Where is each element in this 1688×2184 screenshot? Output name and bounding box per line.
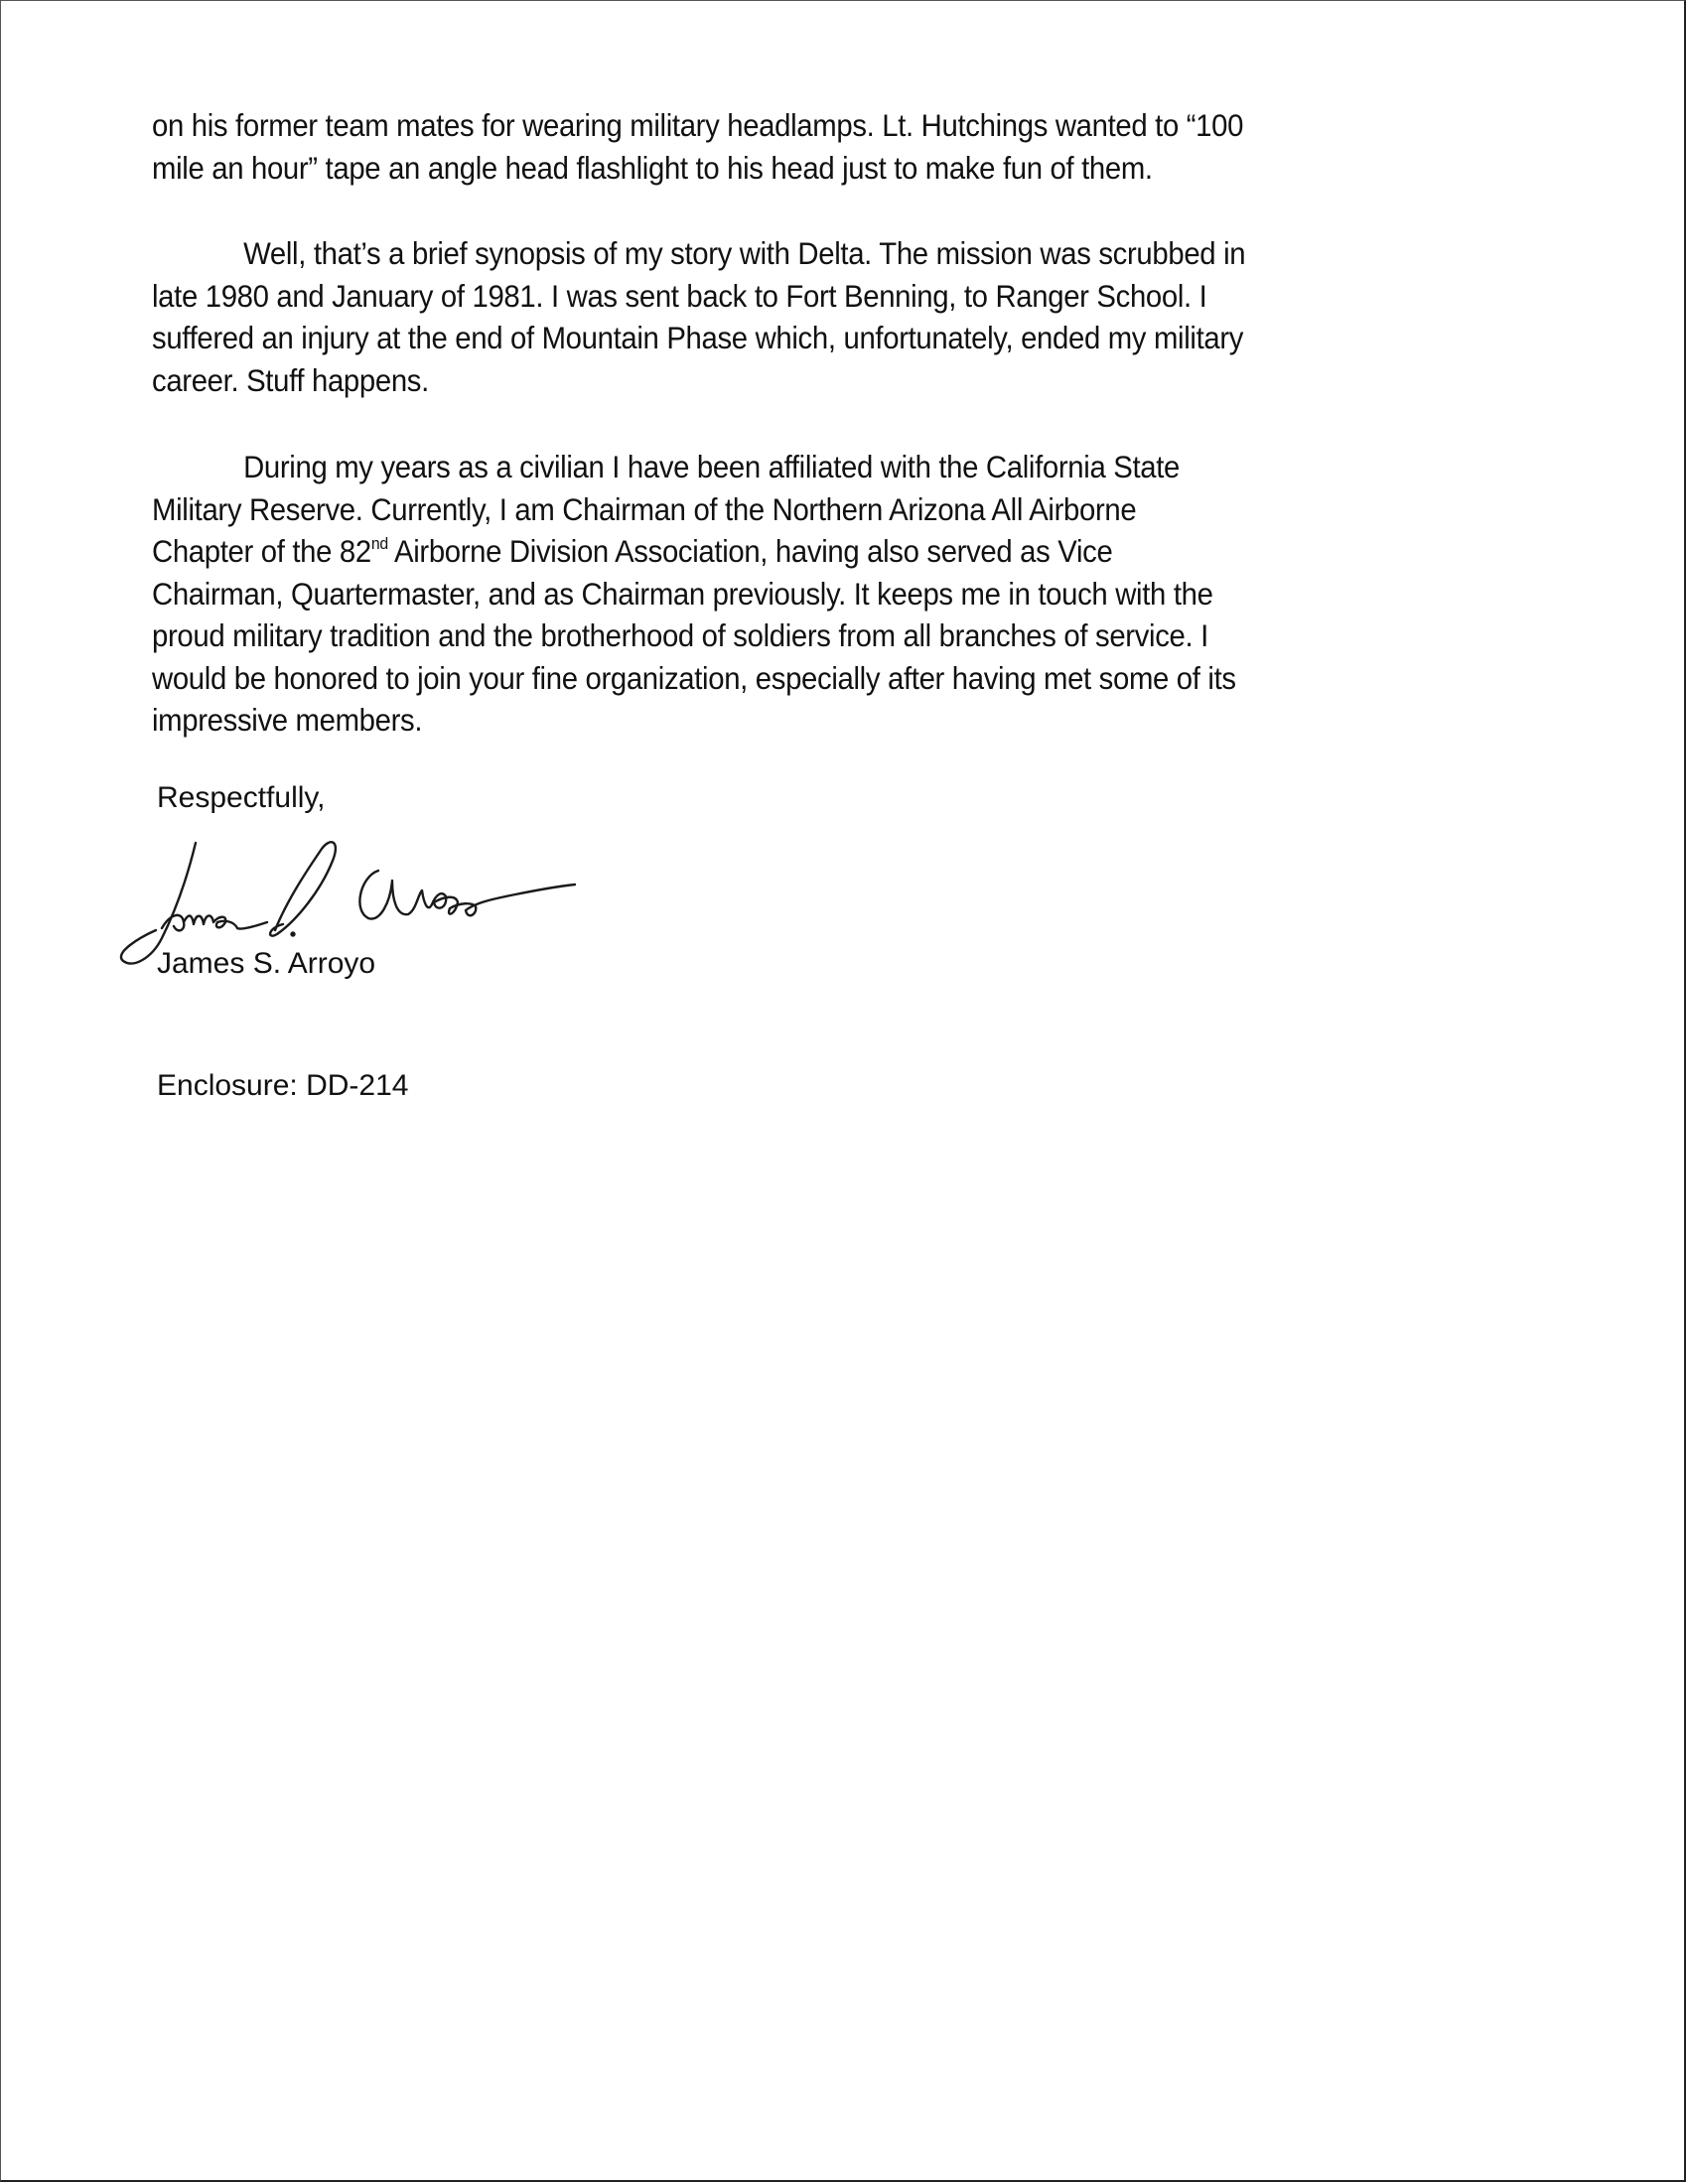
signature-stroke <box>292 933 295 936</box>
line-text: Airborne Division Association, having also served as Vice <box>387 533 1113 569</box>
ordinal-suffix: nd <box>370 534 388 553</box>
paragraph-1 <box>152 104 1445 189</box>
paragraph-2-line: Well, that’s a brief synopsis of my story with Delta. The mission was scrubbed in <box>243 235 1246 271</box>
signature-stroke <box>162 915 267 930</box>
paragraph-2-line: suffered an injury at the end of Mountain Phase which, unfortunately, ended my military <box>152 320 1244 355</box>
signature-stroke <box>359 871 575 919</box>
paragraph-3-line: proud military tradition and the brotherhood of soldiers from all branches of service. I <box>152 617 1208 653</box>
paragraph-3-line: Military Reserve. Currently, I am Chairman of the Northern Arizona All Airborne <box>152 490 1137 527</box>
paragraph-1-line: mile an hour” tape an angle head flashlight to his head just to make fun of them. <box>152 149 1153 186</box>
paragraph-3-line: would be honored to join your fine organization, especially after having met some of its <box>152 659 1236 696</box>
line-text: Chapter of the 82 <box>152 533 371 569</box>
paragraph-3-line: During my years as a civilian I have been affiliated with the California State <box>243 449 1181 484</box>
paragraph-3-line: impressive members. <box>152 702 423 738</box>
signer-name: James S. Arroyo <box>157 947 376 980</box>
paragraph-2-line: late 1980 and January of 1981. I was sent back to Fort Benning, to Ranger School. I <box>152 277 1207 314</box>
paragraph-3 <box>152 446 1445 742</box>
paragraph-3-line <box>152 530 1445 573</box>
paragraph-2-line: career. Stuff happens. <box>152 361 429 398</box>
closing-salutation: Respectfully, <box>157 781 326 814</box>
paragraph-3-line: Chairman, Quartermaster, and as Chairman previously. It keeps me in touch with the <box>152 575 1213 612</box>
enclosure-note: Enclosure: DD-214 <box>157 1069 409 1102</box>
paragraph-2 <box>152 232 1445 401</box>
paragraph-1-line: on his former team mates for wearing military headlamps. Lt. Hutchings wanted to “100 <box>152 107 1244 143</box>
signature-stroke <box>270 842 336 935</box>
